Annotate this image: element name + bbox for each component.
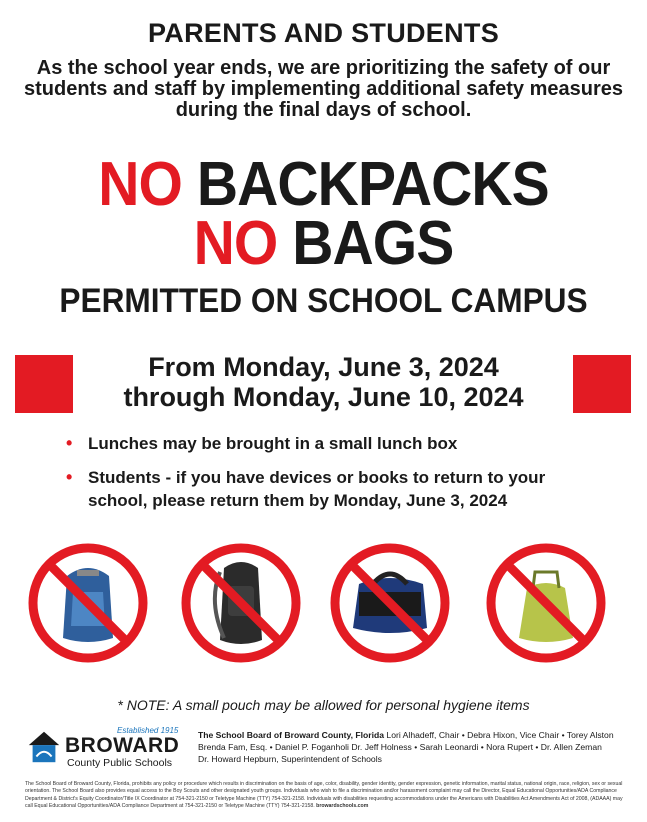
date-range bbox=[0, 352, 647, 412]
bullet-text: Students - if you have devices or books to return to your school, please return them by Monday, June 3, 2024 bbox=[88, 468, 546, 510]
intro-text: As the school year ends, we are prioritizing the safety of our students and staff by implementing additional safety measures during the final days of school. bbox=[23, 57, 624, 121]
headline-bags-word: BAGS bbox=[277, 209, 454, 278]
logo-established: Established 1915 bbox=[117, 726, 179, 735]
logo-name: BROWARD bbox=[65, 734, 180, 757]
bullet-text: Lunches may be brought in a small lunch box bbox=[88, 434, 458, 453]
board-members: Lori Alhadeff, Chair • Debra Hixon, Vice Chair • Torey Alston Brenda Fam, Esq. • Daniel P. Foganholi Dr. Jeff Holness • Sarah Leonardi • Nora Rupert • Dr. Allen Zeman bbox=[198, 730, 614, 752]
headline-no-bags bbox=[26, 209, 621, 278]
bullet-dot-icon: • bbox=[66, 433, 73, 453]
headline-no-word: NO bbox=[98, 150, 182, 219]
no-sling-bag-sign bbox=[180, 542, 302, 664]
website-link[interactable]: browardschools.com bbox=[316, 803, 369, 810]
hygiene-note: * NOTE: A small pouch may be allowed for personal hygiene items bbox=[117, 697, 530, 713]
headline-no-word: NO bbox=[193, 209, 278, 278]
school-board-list bbox=[198, 729, 628, 765]
no-drawstring-bag-sign bbox=[485, 542, 607, 664]
headline-no-backpacks bbox=[26, 150, 621, 219]
schoolhouse-icon bbox=[25, 728, 63, 766]
no-backpack-sign bbox=[27, 542, 149, 664]
no-duffel-bag-icon bbox=[329, 542, 451, 664]
logo-subtitle: County Public Schools bbox=[67, 757, 173, 769]
no-duffel-bag-sign bbox=[329, 542, 451, 664]
bullet-dot-icon: • bbox=[66, 467, 73, 487]
no-backpack-icon bbox=[27, 542, 149, 664]
no-sling-bag-icon bbox=[180, 542, 302, 664]
disclaimer-text: The School Board of Broward County, Florida, prohibits any policy or procedure which results in discrimination on the basis of age, color, disability, gender identity, gender expression, genetic information, marital status, national origin, race, religion, sex or sexual orientation. The School Board also provides equal access to the Boy Scouts and other designated youth groups. Individuals who wish to file a discrimination and/or harassment complaint may call the Director, Equal Educational Opportunities/ADA Compliance Department & District's Equity Coordinator/Title IX Coordinator at 754-321-2150 or Teletype Machine (TTY) 754-321-2158. Individuals with disabilities requesting accommodations under the Americans with Disabilities Act Amendments Act of 2008, (ADAAA) may call Equal Educational Opportunities/ADA Compliance Department at 754-321-2150 or Teletype Machine (TTY) 754-321-2158. bbox=[25, 781, 623, 810]
superintendent: Dr. Howard Hepburn, Superintendent of Schools bbox=[198, 754, 382, 764]
permitted-heading: PERMITTED ON SCHOOL CAMPUS bbox=[59, 282, 588, 320]
date-through: through Monday, June 10, 2024 bbox=[123, 382, 524, 412]
date-from: From Monday, June 3, 2024 bbox=[148, 352, 499, 382]
board-title: The School Board of Broward County, Florida bbox=[198, 730, 385, 740]
broward-logo bbox=[25, 726, 190, 772]
no-drawstring-bag-icon bbox=[485, 542, 607, 664]
headline-backpacks-word: BACKPACKS bbox=[181, 150, 549, 219]
nondiscrimination-disclaimer bbox=[25, 781, 625, 811]
page-heading: PARENTS AND STUDENTS bbox=[147, 18, 499, 48]
